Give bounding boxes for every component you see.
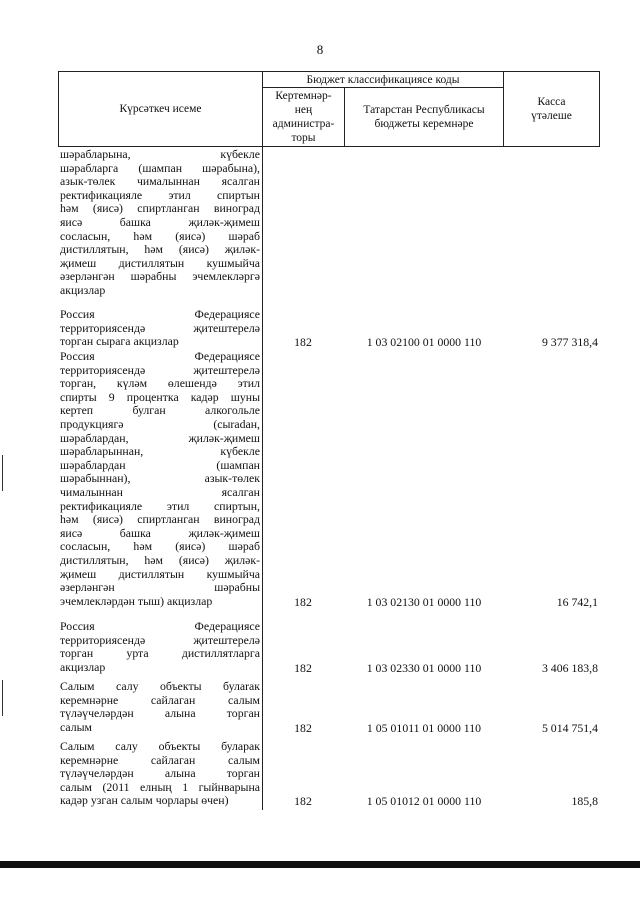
description-line: әзерләнгән шәрабны эчемлекләргә <box>60 269 260 284</box>
description-line: шәраблардан (шампан <box>60 457 260 472</box>
description-line: җимеш дистиллятын кушмыйча <box>60 255 260 270</box>
description-line: керемнәрне сайлаган салым <box>60 752 260 767</box>
continuation-text <box>60 148 260 298</box>
scan-bottom-bar <box>0 861 640 868</box>
admin-code-cell: 182 <box>294 794 312 809</box>
description-line: яисә башка җиләк-җимеш <box>60 215 260 229</box>
description-line: территориясендә җитештерелә <box>60 632 260 647</box>
cash-amount-cell: 185,8 <box>571 794 598 809</box>
description-line: азык-төлек чималыннан ясалган <box>60 174 260 189</box>
description-line: спирты 9 процентка кадәр шуны <box>60 389 260 404</box>
description-line: территориясендә җитештерелә <box>60 320 260 335</box>
description-line: ректификацияле этил спиртын, <box>60 498 260 513</box>
table-row <box>60 350 600 608</box>
description-line: торган урта дистиллятларга <box>60 646 260 661</box>
description-line: Салым салу объекты булarак <box>60 679 260 693</box>
description-line: эчемлекләрдән тыш) акцизлар <box>60 593 213 608</box>
revenue-code-cell: 1 03 02130 01 0000 110 <box>366 594 482 609</box>
description-line: Россия Федерациясе <box>60 307 260 321</box>
header-indicator-name <box>58 71 263 147</box>
description-line: яисә башка җиләк-җимеш <box>60 525 260 540</box>
description-line: җимеш дистиллятын кушмыйча <box>60 566 260 581</box>
scan-edge-mark <box>2 680 3 716</box>
description-line: шәрабларына, күбекле <box>60 147 260 161</box>
cash-amount-cell: 3 406 183,8 <box>541 660 598 675</box>
description-line: әзерләнгән шәрабны <box>60 580 260 595</box>
description-line: кертеп булган алкогольле <box>60 403 260 418</box>
description-line: сосласын, һәм (яисә) шәраб <box>60 228 260 243</box>
header-budget-classification <box>262 71 504 88</box>
header-budget-label: Бюджет классификациясе коды <box>306 73 460 86</box>
description-line: территориясендә җитештерелә <box>60 362 260 377</box>
description-line: акцизлар <box>60 659 106 674</box>
header-revenue <box>344 87 504 147</box>
description-line: салым <box>60 719 92 734</box>
description-line: дистиллятын, һәм (яисә) җиләк- <box>60 553 260 567</box>
page-number: 8 <box>316 42 324 57</box>
revenue-code-cell: 1 03 02100 01 0000 110 <box>366 335 482 350</box>
header-cash-label: Касса үтәлеше <box>531 96 572 122</box>
header-revenue-label: Татарстан Республикасы бюджеты керемнәре <box>363 104 485 130</box>
scan-edge-mark <box>2 455 3 491</box>
cash-amount-cell: 5 014 751,4 <box>541 720 598 735</box>
cash-amount-cell: 16 742,1 <box>556 594 598 609</box>
description-line: һәм (яисә) спиртланган виноград <box>60 201 260 216</box>
description-line: салым (2011 елның 1 гыйнварына <box>60 779 260 794</box>
description-line: Россия Федерациясе <box>60 349 260 363</box>
header-cash-execution <box>503 71 600 147</box>
admin-code-cell: 182 <box>294 660 312 675</box>
description-line: шәрабларга (шампан шәрабына), <box>60 160 260 175</box>
header-admin-label: Кертемнәр- нең администра- торы <box>272 90 335 144</box>
cash-amount-cell: 9 377 318,4 <box>541 335 598 350</box>
description-line: кадәр узган салым чорлары өчен) <box>60 793 229 808</box>
header-indicator-label: Күрсәткеч исеме <box>119 103 202 115</box>
description-line: түләүчеләрдән алына торган <box>60 766 260 781</box>
description-line: продукциягә (сыradан, <box>60 417 260 431</box>
description-line: шәраблардан, җиләк-җимеш <box>60 430 260 445</box>
admin-code-cell: 182 <box>294 720 312 735</box>
revenue-code-cell: 1 05 01012 01 0000 110 <box>366 794 482 809</box>
description-line: торган сырага акцизлар <box>60 334 179 349</box>
description-line: дистиллятын, һәм (яисә) җиләк- <box>60 242 260 257</box>
revenue-code-cell: 1 03 02330 01 0000 110 <box>366 660 482 675</box>
description-line: торган, күләм өлешендә этил <box>60 376 260 391</box>
description-line: түләүчеләрдән алына торган <box>60 706 260 721</box>
description-line: Салым салу объекты буларак <box>60 739 260 753</box>
revenue-code-cell: 1 05 01011 01 0000 110 <box>366 720 482 735</box>
header-administrator <box>262 87 345 147</box>
admin-code-cell: 182 <box>294 335 312 350</box>
description-line: ректификацияле этил спиртын <box>60 187 260 202</box>
description-line: Россия Федерациясе <box>60 619 260 633</box>
description-line: шәрабыннан), азык-төлек <box>60 471 260 486</box>
description-line: һәм (яисә) спиртланган виноград <box>60 512 260 527</box>
description-line: керемнәрне сайлаган салым <box>60 692 260 707</box>
description-line: сосласын, һәм (яисә) шәраб <box>60 539 260 554</box>
description-line: шәрабларыннан, күбекле <box>60 444 260 459</box>
admin-code-cell: 182 <box>294 594 312 609</box>
description-line: акцизлар <box>60 283 106 297</box>
description-line: чималыннан ясалган <box>60 485 260 499</box>
